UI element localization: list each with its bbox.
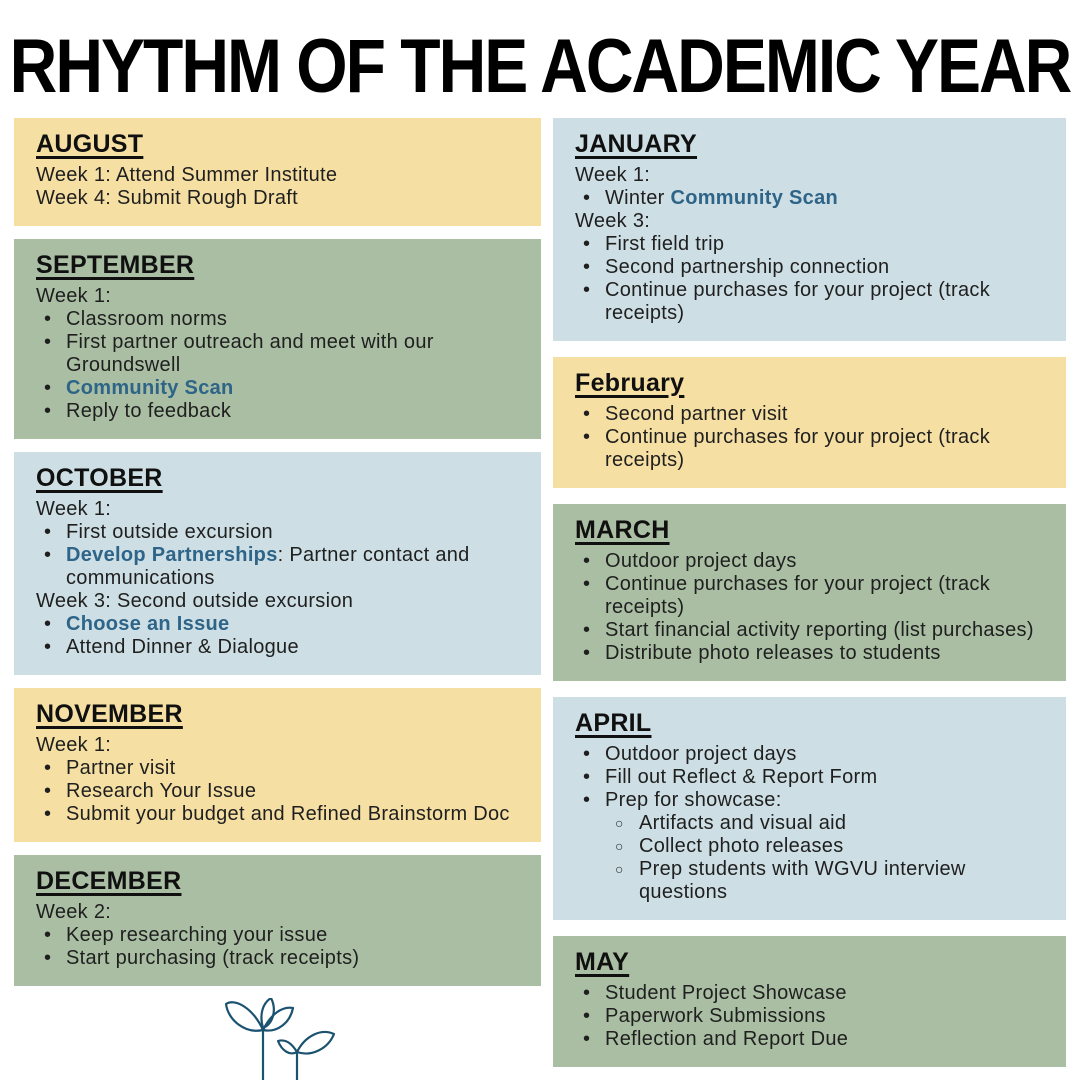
- week-label: [36, 590, 519, 613]
- schedule-item: [575, 187, 1044, 210]
- item-text: Collect photo releases: [639, 835, 844, 857]
- schedule-item: [36, 803, 519, 826]
- sprout-icon: [225, 998, 337, 1080]
- schedule-item: [36, 636, 519, 659]
- item-text: Outdoor project days: [605, 743, 797, 765]
- item-text: Week 2:: [36, 901, 112, 923]
- month-title: AUGUST: [36, 130, 144, 158]
- schedule-item: [575, 403, 1044, 426]
- month-title: OCTOBER: [36, 464, 163, 492]
- week-label: [575, 164, 1044, 187]
- item-text: First outside excursion: [66, 521, 273, 543]
- week-label: [36, 734, 519, 757]
- schedule-item: [36, 400, 519, 423]
- item-text: Prep for showcase:: [605, 789, 782, 811]
- schedule-item: [36, 377, 519, 400]
- month-card-april: [553, 697, 1066, 920]
- item-text: Winter: [605, 187, 671, 209]
- schedule-item: [575, 1028, 1044, 1051]
- schedule-item: [36, 757, 519, 780]
- item-text: : Partner contact and communications: [66, 544, 470, 589]
- week-label: [36, 285, 519, 308]
- week-label: [575, 210, 1044, 233]
- item-text: Second partnership connection: [605, 256, 890, 278]
- week-label: [36, 901, 519, 924]
- schedule-item: [36, 947, 519, 970]
- month-card-march: [553, 504, 1066, 681]
- item-text: Attend Dinner & Dialogue: [66, 636, 299, 658]
- month-card-january: [553, 118, 1066, 341]
- month-card-november: [14, 688, 541, 842]
- schedule-item: [36, 544, 519, 590]
- month-card-may: [553, 936, 1066, 1067]
- schedule-item: [36, 780, 519, 803]
- month-title: February: [575, 369, 685, 397]
- schedule-item: [36, 924, 519, 947]
- schedule-item: [575, 835, 1044, 858]
- highlight-text: Choose an Issue: [66, 613, 230, 635]
- month-title: MAY: [575, 948, 630, 976]
- column-left: [14, 118, 541, 986]
- page-title: RHYTHM OF THE ACADEMIC YEAR: [9, 23, 1071, 109]
- month-card-december: [14, 855, 541, 986]
- month-title: DECEMBER: [36, 867, 182, 895]
- schedule-item: [575, 619, 1044, 642]
- item-text: First partner outreach and meet with our Groundswell: [66, 331, 434, 376]
- month-title: SEPTEMBER: [36, 251, 195, 279]
- item-text: Student Project Showcase: [605, 982, 847, 1004]
- schedule-item: [36, 521, 519, 544]
- schedule-item: [575, 426, 1044, 472]
- highlight-text: Community Scan: [66, 377, 234, 399]
- item-text: Start financial activity reporting (list purchases): [605, 619, 1034, 641]
- item-text: Keep researching your issue: [66, 924, 328, 946]
- month-card-september: [14, 239, 541, 439]
- schedule-item: [575, 573, 1044, 619]
- schedule-item: [575, 233, 1044, 256]
- item-text: First field trip: [605, 233, 725, 255]
- item-text: Partner visit: [66, 757, 176, 779]
- month-title: APRIL: [575, 709, 652, 737]
- item-text: Week 1:: [36, 498, 112, 520]
- item-text: Week 1:: [36, 734, 112, 756]
- month-title: MARCH: [575, 516, 670, 544]
- schedule-item: [575, 789, 1044, 812]
- item-text: Week 3: Second outside excursion: [36, 590, 354, 612]
- schedule-item: [575, 642, 1044, 665]
- month-card-august: [14, 118, 541, 226]
- schedule-item: [36, 613, 519, 636]
- schedule-item: [575, 1005, 1044, 1028]
- item-text: Prep students with WGVU interview questions: [639, 858, 966, 903]
- item-text: Week 1:: [36, 285, 112, 307]
- item-text: Outdoor project days: [605, 550, 797, 572]
- schedule-item: [575, 812, 1044, 835]
- item-text: Continue purchases for your project (track receipts): [605, 279, 990, 324]
- item-text: Submit your budget and Refined Brainstorm Doc: [66, 803, 510, 825]
- item-text: Classroom norms: [66, 308, 228, 330]
- item-text: Week 1:: [575, 164, 651, 186]
- month-card-february: [553, 357, 1066, 488]
- schedule-item: [575, 743, 1044, 766]
- item-text: Research Your Issue: [66, 780, 257, 802]
- item-text: Week 3:: [575, 210, 651, 232]
- item-text: Continue purchases for your project (track receipts): [605, 573, 990, 618]
- schedule-item: [575, 550, 1044, 573]
- week-label: [36, 187, 519, 210]
- month-card-october: [14, 452, 541, 675]
- item-text: Distribute photo releases to students: [605, 642, 941, 664]
- schedule-item: [36, 308, 519, 331]
- highlight-text: Community Scan: [670, 187, 839, 209]
- week-label: [36, 498, 519, 521]
- schedule-item: [575, 279, 1044, 325]
- schedule-item: [575, 766, 1044, 789]
- item-text: Artifacts and visual aid: [639, 812, 847, 834]
- item-text: Fill out Reflect & Report Form: [605, 766, 878, 788]
- month-title: NOVEMBER: [36, 700, 183, 728]
- item-text: Start purchasing (track receipts): [66, 947, 360, 969]
- highlight-text: Develop Partnerships: [66, 544, 278, 566]
- item-text: Reply to feedback: [66, 400, 232, 422]
- poster-header: [0, 22, 1080, 109]
- item-text: Week 4: Submit Rough Draft: [36, 187, 298, 209]
- item-text: Second partner visit: [605, 403, 788, 425]
- schedule-item: [575, 256, 1044, 279]
- schedule-item: [575, 982, 1044, 1005]
- month-title: JANUARY: [575, 130, 698, 158]
- item-text: Reflection and Report Due: [605, 1028, 849, 1050]
- item-text: Week 1: Attend Summer Institute: [36, 164, 338, 186]
- item-text: Continue purchases for your project (track receipts): [605, 426, 990, 471]
- schedule-item: [36, 331, 519, 377]
- schedule-item: [575, 858, 1044, 904]
- item-text: Paperwork Submissions: [605, 1005, 826, 1027]
- column-right: [553, 118, 1066, 1067]
- week-label: [36, 164, 519, 187]
